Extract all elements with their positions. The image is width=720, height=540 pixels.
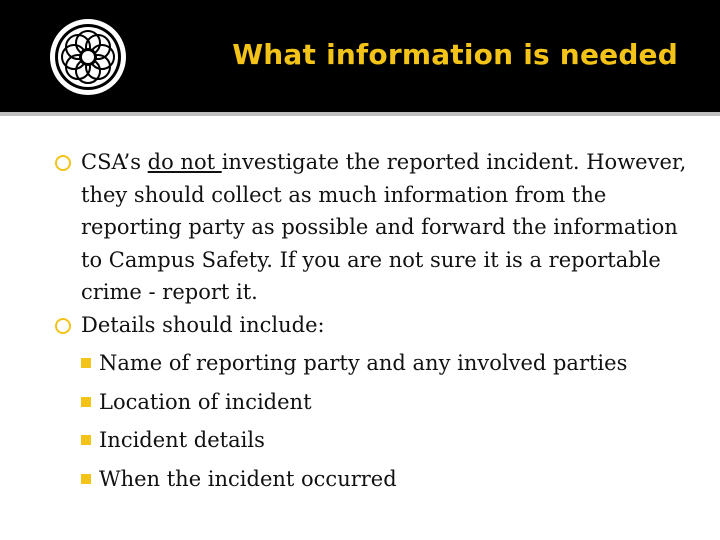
bullet-text: investigate the reported incident. However, they should collect as much information from the reporting party as possible and forward the information to Campus Safety. If you are not sure it is a reportable crime - report it. (81, 150, 687, 304)
subitem-location (54, 386, 704, 419)
bullet-csa-investigation (54, 146, 704, 309)
ring-bullet-icon (55, 318, 71, 334)
subitem-reporting-party (54, 347, 704, 380)
subitem-text: Incident details (99, 428, 265, 452)
underlined-phrase: do not (147, 150, 222, 174)
bullet-details (54, 309, 704, 342)
square-bullet-icon (81, 474, 91, 484)
square-bullet-icon (81, 435, 91, 445)
subitem-incident-details (54, 424, 704, 457)
bullet-prefix: CSA’s (81, 150, 148, 174)
subitem-text: Location of incident (99, 389, 312, 414)
subitem-time (54, 463, 704, 496)
subitem-text: When the incident occurred (99, 466, 397, 491)
rosette-logo-icon (48, 17, 128, 97)
slide-title: What information is needed (232, 38, 678, 71)
slide-body (54, 146, 704, 495)
subitem-text: Name of reporting party and any involved parties (99, 351, 628, 375)
bullet-text: Details should include: (81, 312, 325, 337)
square-bullet-icon (81, 397, 91, 407)
header-divider (0, 112, 720, 116)
square-bullet-icon (81, 358, 91, 368)
ring-bullet-icon (55, 155, 71, 171)
